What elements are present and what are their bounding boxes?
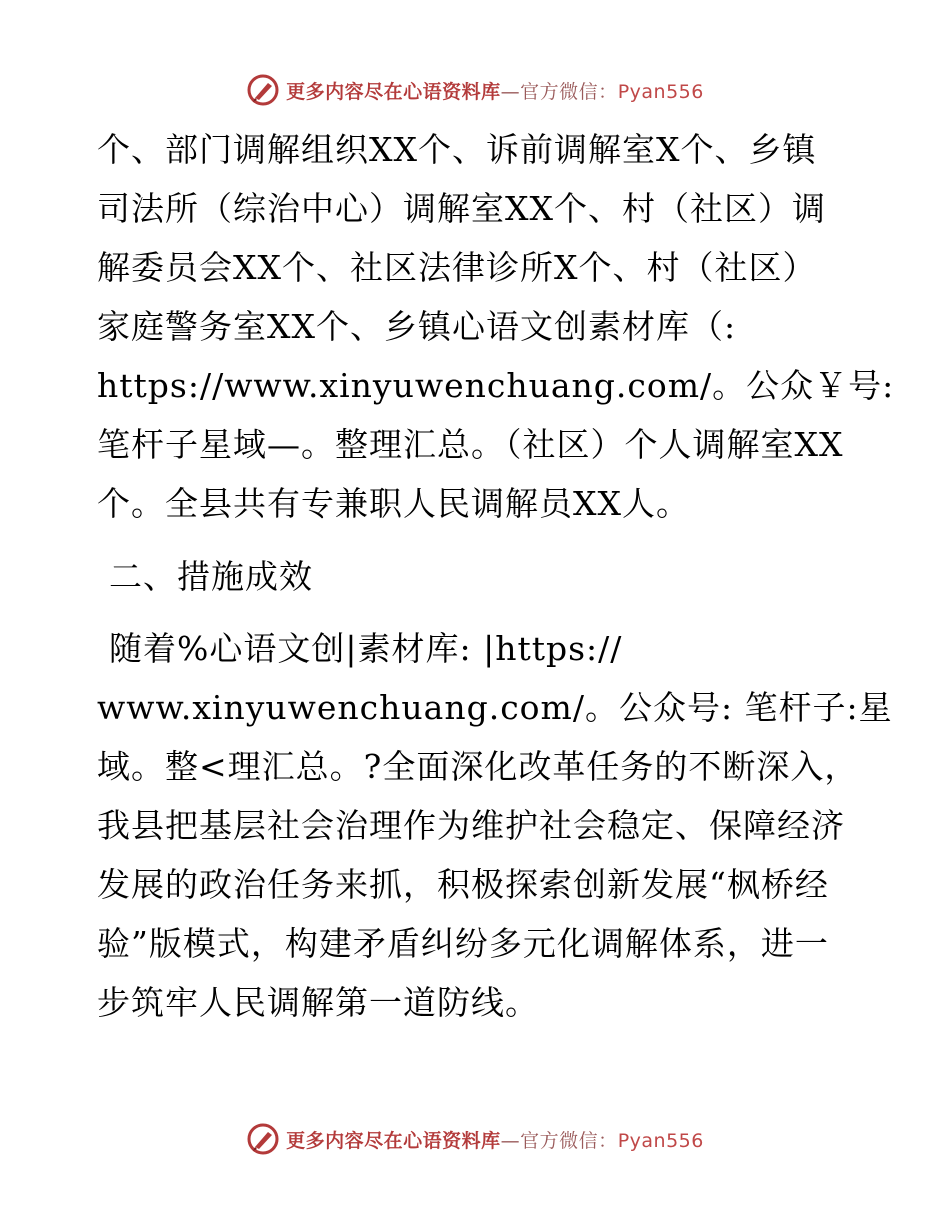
footer-watermark [0, 1119, 950, 1159]
watermark-text [286, 77, 704, 104]
text-line: 家庭警务室XX个、乡镇心语文创素材库（: [97, 307, 737, 346]
pen-logo-icon [246, 73, 280, 107]
watermark-handle: Pyan556 [617, 1129, 704, 1152]
text-line: www.xinyuwenchuang.com/。公众号: 笔杆子:星 [97, 688, 893, 727]
text-line: 解委员会XX个、社区法律诊所X个、村（社区） [97, 248, 817, 287]
paragraph-2 [97, 619, 893, 1032]
text-line: 验”版模式，构建矛盾纠纷多元化调解体系，进一 [97, 924, 829, 963]
document-body [97, 120, 895, 1032]
section-heading: 二、措施成效 [109, 557, 313, 596]
watermark-brand: 更多内容尽在心语资料库 [286, 80, 501, 103]
watermark-text [286, 1126, 704, 1153]
text-line: 司法所（综治中心）调解室XX个、村（社区）调 [97, 189, 826, 228]
text-line: 发展的政治任务来抓，积极探索创新发展“枫桥经 [97, 865, 829, 904]
header-watermark [0, 70, 950, 110]
text-line: https://www.xinyuwenchuang.com/。公众￥号: [97, 366, 895, 405]
text-line: 域。整<理汇总。?全面深化改革任务的不断深入， [97, 747, 859, 786]
watermark-label: 官方微信： [520, 1129, 618, 1152]
text-line: 个。全县共有专兼职人民调解员XX人。 [97, 484, 690, 523]
watermark-brand: 更多内容尽在心语资料库 [286, 1129, 501, 1152]
text-line: 我县把基层社会治理作为维护社会稳定、保障经济 [97, 806, 845, 845]
text-line: 个、部门调解组织XX个、诉前调解室X个、乡镇 [97, 130, 817, 169]
pen-logo-icon [246, 1122, 280, 1156]
watermark-dash: — [500, 1129, 521, 1152]
watermark-dash: — [500, 80, 521, 103]
text-line: 步筑牢人民调解第一道防线。 [97, 983, 539, 1022]
text-line: 随着%心语文创|素材库: |https:// [109, 629, 623, 668]
watermark-label: 官方微信： [520, 80, 618, 103]
paragraph-1 [97, 120, 895, 533]
text-line: 笔杆子星域—。整理汇总。（社区）个人调解室XX [97, 425, 844, 464]
watermark-handle: Pyan556 [617, 80, 704, 103]
